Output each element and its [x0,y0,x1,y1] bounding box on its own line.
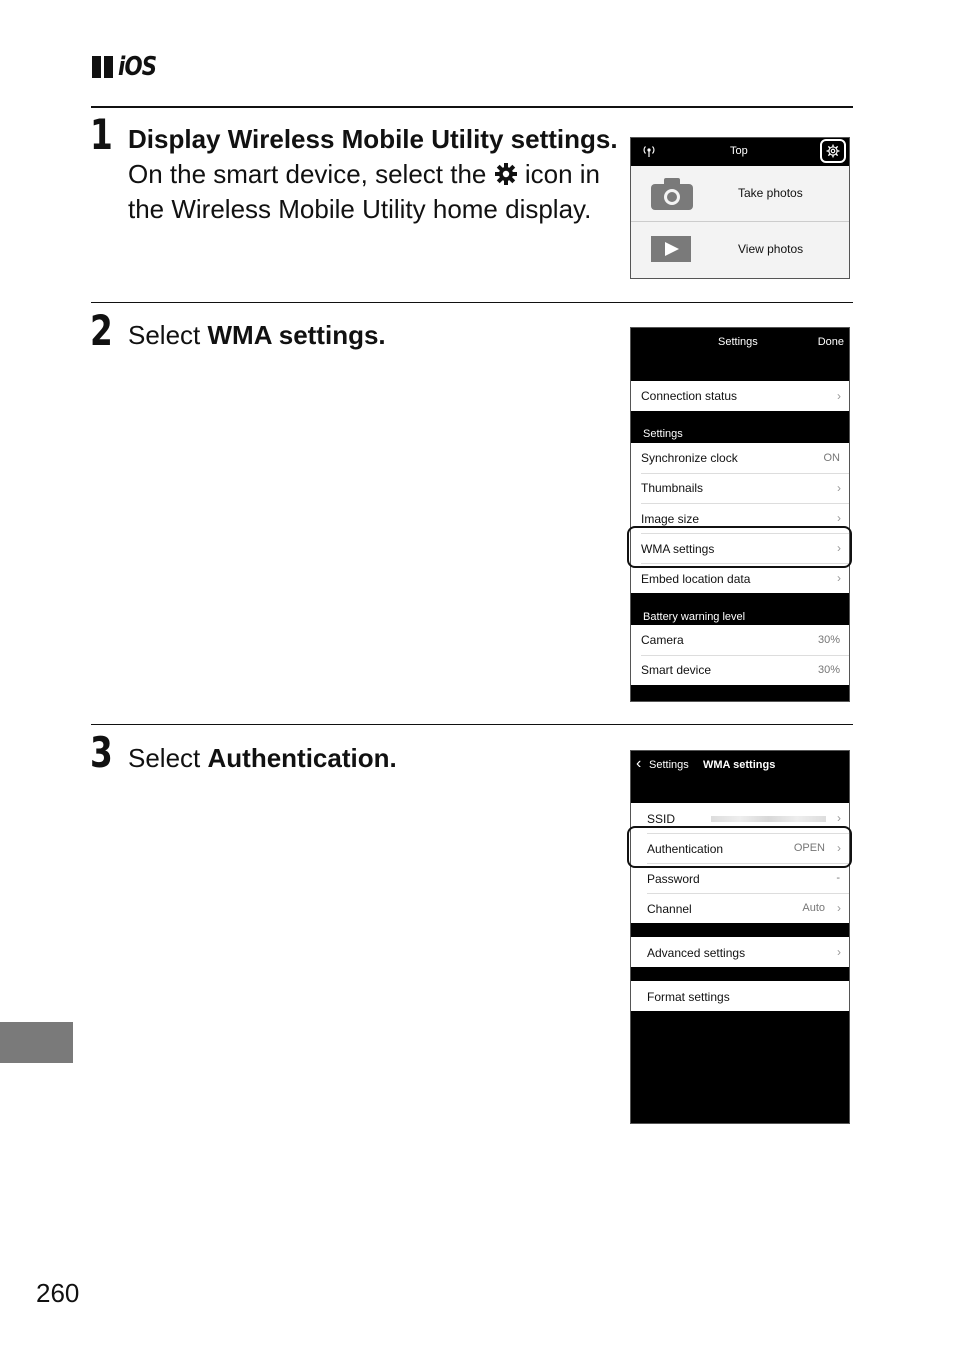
take-photos-label: Take photos [738,186,803,200]
channel-row[interactable] [631,893,849,923]
step-1-number: 1 [90,110,113,159]
wma-settings-label: WMA settings [641,542,715,556]
chevron-right-icon: › [837,901,841,915]
screen-top [630,137,850,279]
wireless-icon [641,144,657,158]
authentication-label: Authentication [647,842,724,856]
row-divider [641,503,849,504]
settings-gear-button[interactable] [820,139,846,163]
image-size-label: Image size [641,512,700,526]
gear-icon [494,162,518,186]
format-settings-label: Format settings [647,990,730,1004]
step-1-title: Display Wireless Mobile Utility settings. [128,124,618,154]
view-photos-row[interactable] [631,222,849,278]
screen-wma-header [631,751,849,781]
view-photos-label: View photos [738,242,804,256]
ssid-label: SSID [647,812,676,826]
screen-wma-settings [630,750,850,1124]
step-2-title-suffix: . [378,320,386,350]
step-1-text [128,122,618,227]
section-title: iOS [118,52,157,82]
chevron-right-icon: › [837,481,841,495]
screen-top-title: Top [730,145,748,157]
step-3-text [128,741,397,776]
authentication-value: OPEN [793,842,825,854]
step-3-title-bold: Authentication [207,743,390,773]
chevron-right-icon: › [837,571,841,585]
take-photos-row[interactable] [631,166,849,221]
chevron-left-icon[interactable]: ‹ [636,755,642,772]
wma-settings-highlight [627,526,852,568]
embed-location-label: Embed location data [641,572,751,586]
camera-battery-row[interactable] [631,625,849,655]
chapter-tab [0,1022,73,1063]
step-3-title-prefix: Select [128,743,208,773]
screen-settings-header [631,328,849,358]
smart-device-battery-row[interactable] [631,655,849,685]
chevron-right-icon: › [837,511,841,525]
page-number: 260 [36,1278,80,1308]
sync-clock-row[interactable] [631,443,849,473]
ssid-value-blurred [711,816,826,822]
step-1-body-before: On the smart device, select the [128,159,487,189]
step-1-body-after: icon in the Wireless Mobile Utility home display. [128,159,601,224]
thumbnails-row[interactable] [631,473,849,503]
thumbnails-label: Thumbnails [641,481,704,495]
sync-clock-value: ON [823,452,840,464]
advanced-settings-label: Advanced settings [647,946,746,960]
smart-device-battery-value: 30% [817,664,840,676]
password-value: - [836,872,840,884]
format-settings-row[interactable] [631,981,849,1011]
row-divider [647,893,849,894]
screen-settings-title: Settings [718,336,758,348]
camera-battery-label: Camera [641,633,684,647]
camera-icon [651,178,693,210]
sync-clock-label: Synchronize clock [641,451,738,465]
group-battery-label: Battery warning level [643,611,746,623]
step-2-title-prefix: Select [128,320,208,350]
chevron-right-icon: › [837,389,841,403]
step-3-title-suffix: . [389,743,397,773]
step-1-body [128,157,618,227]
screen-top-header [631,138,849,166]
done-button[interactable]: Done [817,336,844,348]
step-3-number: 3 [90,728,113,777]
back-button[interactable]: Settings [649,759,689,771]
rule-step-1 [91,106,853,108]
rule-step-3 [91,724,853,725]
chevron-right-icon: › [837,811,841,825]
connection-status-label: Connection status [641,389,738,403]
rule-step-2 [91,302,853,303]
step-2-number: 2 [90,306,113,355]
camera-battery-value: 30% [817,634,840,646]
connection-status-row[interactable] [631,381,849,411]
group-settings-label: Settings [643,428,683,440]
channel-value: Auto [802,902,825,914]
section-marker-icon [92,56,113,78]
screen-wma-title: WMA settings [703,759,776,771]
step-2-title-bold: WMA settings [207,320,379,350]
gear-icon [826,144,840,158]
password-label: Password [647,872,700,886]
play-icon [651,236,691,262]
chevron-right-icon: › [837,841,841,855]
row-divider [641,473,849,474]
section-heading [92,52,165,82]
smart-device-battery-label: Smart device [641,663,712,677]
advanced-settings-row[interactable] [631,937,849,967]
authentication-highlight [627,826,852,868]
row-divider [641,655,849,656]
channel-label: Channel [647,902,692,916]
chevron-right-icon: › [837,541,841,555]
step-2-text [128,318,386,353]
chevron-right-icon: › [837,945,841,959]
screen-settings [630,327,850,702]
